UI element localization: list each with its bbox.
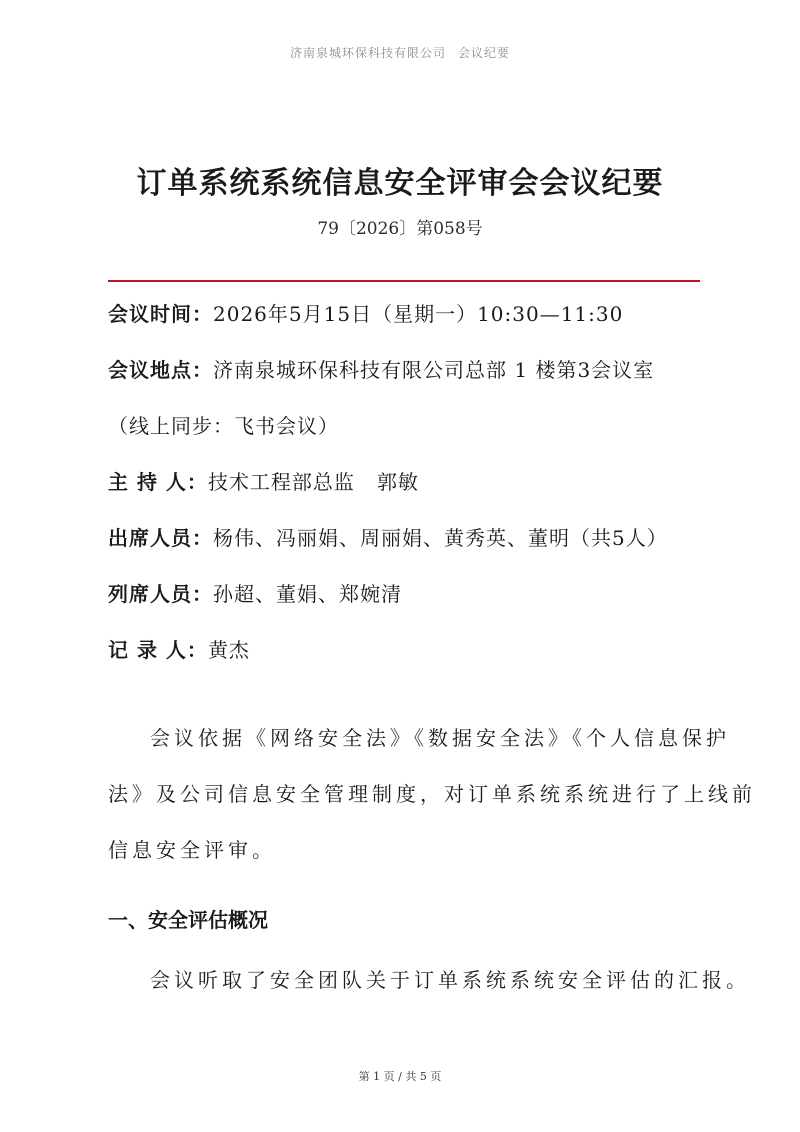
page-header (0, 44, 800, 61)
meeting-attendees-label: 出席人员： (108, 526, 213, 550)
meeting-place-label: 会议地点： (108, 358, 213, 382)
header-company: 济南泉城环保科技有限公司 (289, 46, 446, 60)
meeting-time (108, 298, 623, 327)
intro-line-3: 信息安全评审。 (108, 838, 276, 862)
meeting-recorder-value: 黄杰 (207, 638, 250, 662)
meeting-place-value: 济南泉城环保科技有限公司总部 1 楼第3会议室 (213, 358, 655, 382)
meeting-recorder (108, 634, 250, 663)
meeting-observers-label: 列席人员： (108, 582, 213, 606)
meeting-host-value: 技术工程部总监 郭敏 (207, 470, 420, 494)
meeting-observers-value: 孙超、董娟、郑婉清 (213, 582, 402, 606)
meeting-attendees (108, 522, 668, 551)
document-number: 79〔2026〕第058号 (317, 219, 483, 239)
header-doc-type: 会议纪要 (458, 46, 511, 60)
meeting-observers (108, 578, 402, 607)
meeting-host-label: 主 持 人： (108, 470, 208, 494)
section-1-heading: 一、安全评估概况 (108, 908, 268, 932)
document-title: 订单系统系统信息安全评审会会议纪要 (136, 166, 664, 201)
meeting-recorder-label: 记 录 人： (108, 638, 208, 662)
page-footer: 第 1 页 / 共 5 页 (358, 1070, 442, 1083)
red-divider (108, 280, 700, 282)
meeting-time-label: 会议时间： (108, 302, 213, 326)
meeting-host (108, 466, 419, 495)
intro-line-2: 法》及公司信息安全管理制度，对订单系统系统进行了上线前 (108, 782, 756, 806)
meeting-attendees-value: 杨伟、冯丽娟、周丽娟、黄秀英、董明（共5人） (213, 526, 668, 550)
intro-line-1: 会议依据《网络安全法》《数据安全法》《个人信息保护 (150, 726, 730, 750)
meeting-place-continued: （线上同步：飞书会议） (108, 414, 339, 438)
meeting-time-value: 2026年5月15日（星期一）10:30—11:30 (213, 302, 624, 326)
meeting-place (108, 354, 654, 383)
section-1-body: 会议听取了安全团队关于订单系统系统安全评估的汇报。 (150, 968, 750, 992)
